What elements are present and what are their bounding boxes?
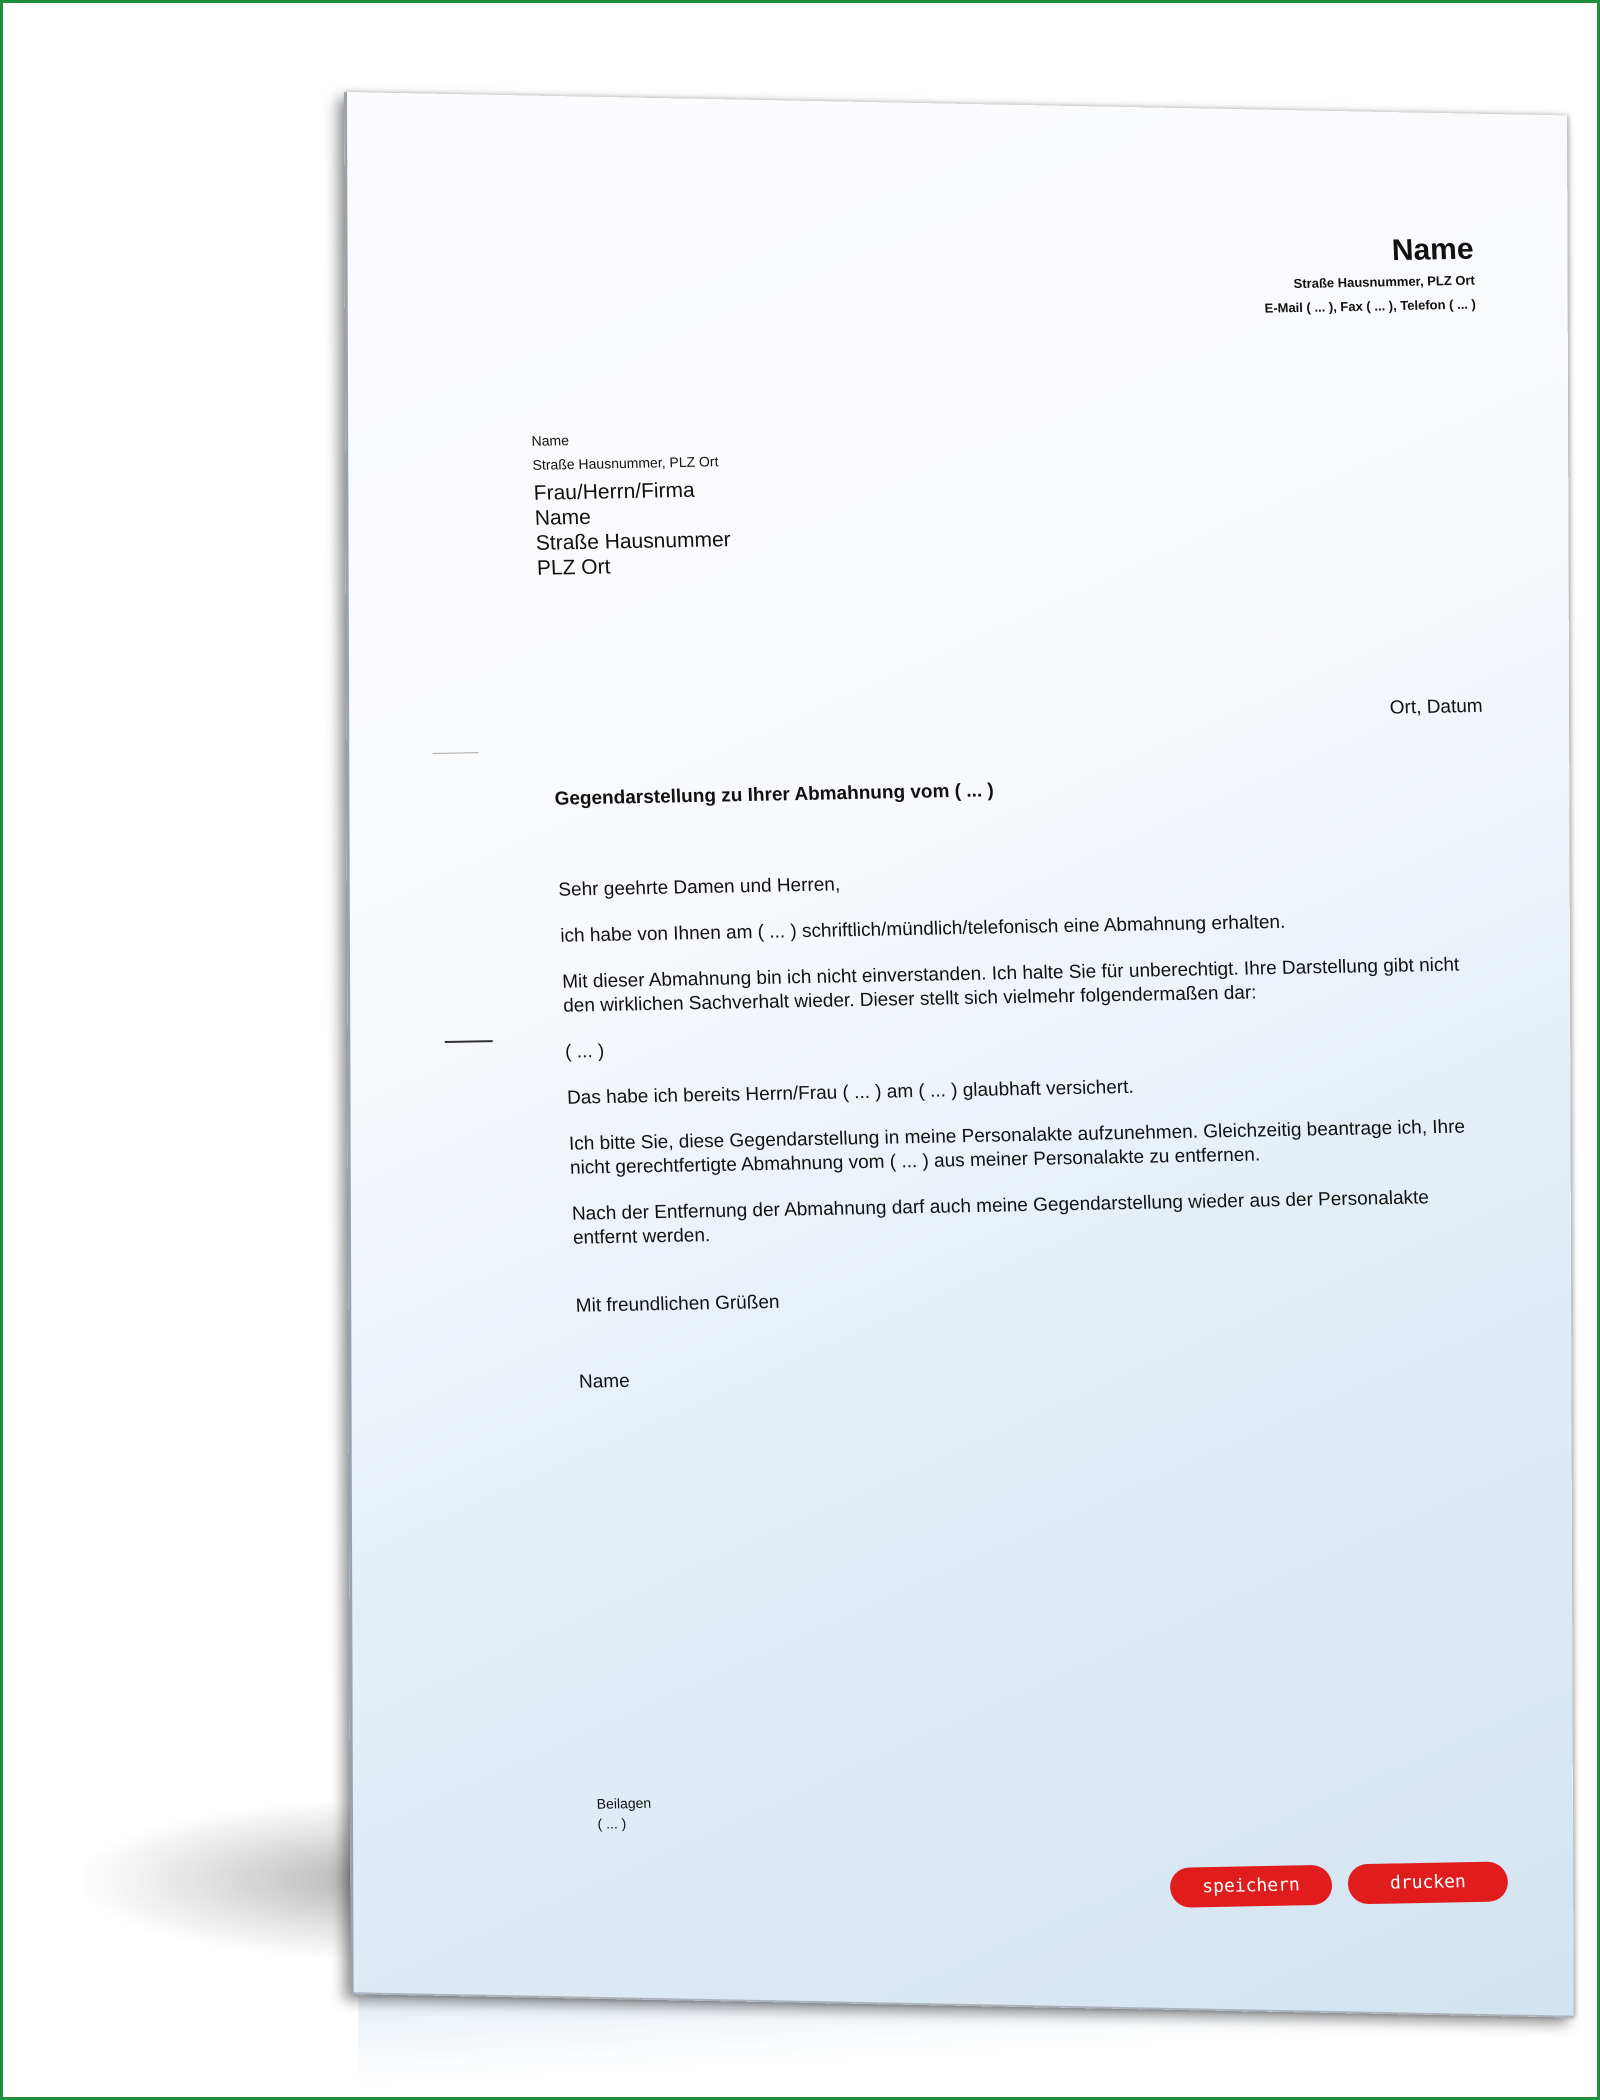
save-button[interactable]: speichern <box>1169 1865 1333 1908</box>
sender-block <box>1262 231 1477 321</box>
recipient-address <box>533 477 732 581</box>
place-date: Ort, Datum <box>1389 695 1484 719</box>
recipient-line-4: PLZ Ort <box>536 555 611 580</box>
body-paragraph-4: Das habe ich bereits Herrn/Frau ( ... ) am ( ... ) glaubhaft versichert. <box>566 1076 1135 1109</box>
sender-name: Name <box>1391 232 1475 268</box>
letter-content <box>347 69 1600 1993</box>
body-paragraph-2: Mit dieser Abmahnung bin ich nicht einverstanden. Ich halte Sie für unberechtigt. Ihre Darstellung gibt nicht den wirklichen Sachverhalt wieder. Dieser stellt sich vielmehr folgendermaßen dar: <box>561 954 1460 1017</box>
signature-name: Name <box>578 1370 631 1393</box>
body-paragraph-5: Ich bitte Sie, diese Gegendarstellung in meine Personalakte aufzunehmen. Gleichzeitig beantrage ich, Ihre nicht gerechtfertigte Abmahnung vom ( ... ) aus meiner Personalakte zu entfernen. <box>568 1116 1466 1179</box>
recipient-line-1: Frau/Herrn/Firma <box>533 478 696 505</box>
attachments-value: ( ... ) <box>597 1815 627 1832</box>
letter-subject: Gegendarstellung zu Ihrer Abmahnung vom ( ... ) <box>554 780 995 810</box>
recipient-line-2: Name <box>534 505 592 530</box>
salutation: Sehr geehrte Damen und Herren, <box>557 874 841 901</box>
return-address-street: Straße Hausnummer, PLZ Ort <box>532 453 719 473</box>
attachments <box>596 1793 652 1834</box>
return-address-name: Name <box>531 432 570 449</box>
closing: Mit freundlichen Grüßen <box>575 1291 780 1317</box>
attachments-label: Beilagen <box>596 1794 652 1812</box>
body-paragraph-3: ( ... ) <box>564 1040 605 1063</box>
print-button[interactable]: drucken <box>1347 1861 1509 1904</box>
fold-mark-upper <box>433 752 479 754</box>
sender-address: Straße Hausnummer, PLZ Ort <box>1293 272 1476 292</box>
return-address <box>531 425 719 477</box>
sender-contact: E-Mail ( ... ), Fax ( ... ), Telefon ( ... ) <box>1264 296 1477 316</box>
letter-body <box>558 861 1480 1416</box>
body-paragraph-6: Nach der Entfernung der Abmahnung darf auch meine Gegendarstellung wieder aus der Personalakte entfernt werden. <box>571 1187 1430 1249</box>
body-paragraph-1: ich habe von Ihnen am ( ... ) schriftlich/mündlich/telefonisch eine Abmahnung erhalten. <box>559 911 1286 947</box>
fold-mark-middle <box>445 1040 493 1043</box>
letter-page <box>344 92 1574 2018</box>
recipient-line-3: Straße Hausnummer <box>535 528 732 555</box>
